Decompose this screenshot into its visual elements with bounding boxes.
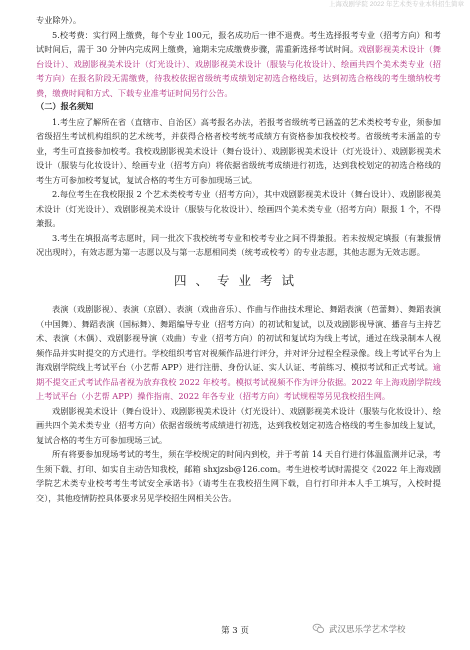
- paragraph-notice-2: 2.每位考生在我校限报 2 个艺术类校考专业（招考方向），其中戏剧影视美术设计（舞台设计）、戏剧影视美术设计（灯光设计）、戏剧影视美术设计（服装与化妆设计）、绘画四个美术类专业（招考方向）限报 1 个，不得兼报。: [36, 189, 441, 228]
- paragraph-notice-3: 3.考生在填报高考志愿时，同一批次下我校统考专业和校考专业之间不得兼报。若未按规定填报（有兼报情况出现时），有效志愿为第一志愿以及与第一志愿相同类（统考或校考）的专业志愿，其他志愿为无效志愿。: [36, 232, 441, 257]
- paragraph-exam-onsite: 所有将要参加现场考试的考生，须在学校规定的时间内到校，并于考前 14 天自行进行体温监测并记录，考生须下载、打印、如实自主动告知我校，邮箱 shxjzsb@126.com。考生进校考试时需提交《2022 年上海戏剧学院艺术类专业校考考生考试安全承诺书》（请考生在我校招生网下载，自行打印并本人手工填写，入校时提交），其他疫情防控具体要求另见学校招生网相关公告。: [36, 449, 441, 503]
- page-header: [0, 0, 470, 11]
- page-number: 第 3 页: [221, 626, 249, 636]
- paragraph-intro: 专业除外）。: [36, 15, 82, 25]
- wechat-icon: [312, 622, 325, 635]
- watermark-text: 武汉思乐学艺术学校: [329, 623, 406, 634]
- paragraph-exam-art: 戏剧影视美术设计（舞台设计）、戏剧影视美术设计（灯光设计）、戏剧影视美术设计（服装与化妆设计）、绘画共四个美术类专业（招考方向）依据省级统考成绩进行初选，达到我校划定初选合格线的考生参加线上复试，复试合格的考生方可参加现场三试。: [36, 405, 441, 445]
- fee-text: 5.校考费：实行网上缴费，每个专业 100元，报名成功后一律不退费。考生选择报考专业（招考方向）和考试时间后，需于 30 分钟内完成网上缴费，逾期未完成缴费步骤，需重新选择考试时间。: [36, 29, 441, 54]
- fee-highlight: 戏剧影视美术设计（舞台设计）、戏剧影视美术设计（灯光设计）、戏剧影视美术设计（服装与化妆设计）、绘画共四个美术类专业（招考方向）在报名阶段无需缴费，待我校依据省级统考成绩划定初选合格线后，达到初选合格线的考生缴纳校考费，缴费时间和方式、下载专业准考证时间另行公告。: [36, 44, 441, 98]
- paragraph-exam-online: [36, 302, 441, 404]
- exam-online-text: 表演（戏剧影视）、表演（京剧）、表演（戏曲音乐）、作曲与作曲技术理论、舞蹈表演（芭蕾舞）、舞蹈表演（中国舞）、舞蹈表演（国标舞）、舞蹈编导专业（招考方向）的初试和复试，以及戏剧影视导演、播音与主持艺术、表演（木偶）、戏剧影视导演（戏曲）专业（招考方向）的初试和复试均为线上考试，通过在线录制本人视频作品并实时提交的方式进行。学校组织考官对视频作品进行评分，并对评分过程全程录像。线上考试平台为上海戏剧学院线上考试平台（小艺帮 APP）进行注册、身份认证、实人认证、考前练习、模拟考试和正式考试。: [36, 304, 441, 372]
- header-text: 上海戏剧学院 2022 年艺术类专业本科招生简章: [328, 1, 464, 8]
- subsection-title: （二）报名须知: [36, 102, 94, 111]
- exam-online-highlight: 逾期不提交正式考试作品者视为放弃我校 2022 年校考。模拟考试视频不作为评分依据。2022 年上海戏剧学院线上考试平台（小艺帮 APP）操作指南、2022 年各专业（招考方向）考试规程等另见我校招生网。: [36, 362, 441, 401]
- section-title: 四、专业考试: [173, 273, 303, 288]
- paragraph-fee: [36, 28, 441, 101]
- watermark: [312, 622, 406, 635]
- paragraph-notice-1: 1.考生应了解所在省（直辖市、自治区）高考报名办法，若报考省级统考已涵盖的艺术类校考专业，须参加省级招生考试机构组织的艺术统考，并获得合格者校考统考成绩方有资格参加我校校考。省级统考未涵盖的专业，考生可直接参加校考。我校戏剧影视美术设计（舞台设计）、戏剧影视美术设计（灯光设计）、戏剧影视美术设计（服装与化妆设计）、绘画专业（招考方向）将依据省级统考成绩进行初选，达到我校划定的初选合格线的考生方可参加校考复试，复试合格的考生方可参加现场三试。: [36, 116, 441, 185]
- document-body: [36, 13, 441, 505]
